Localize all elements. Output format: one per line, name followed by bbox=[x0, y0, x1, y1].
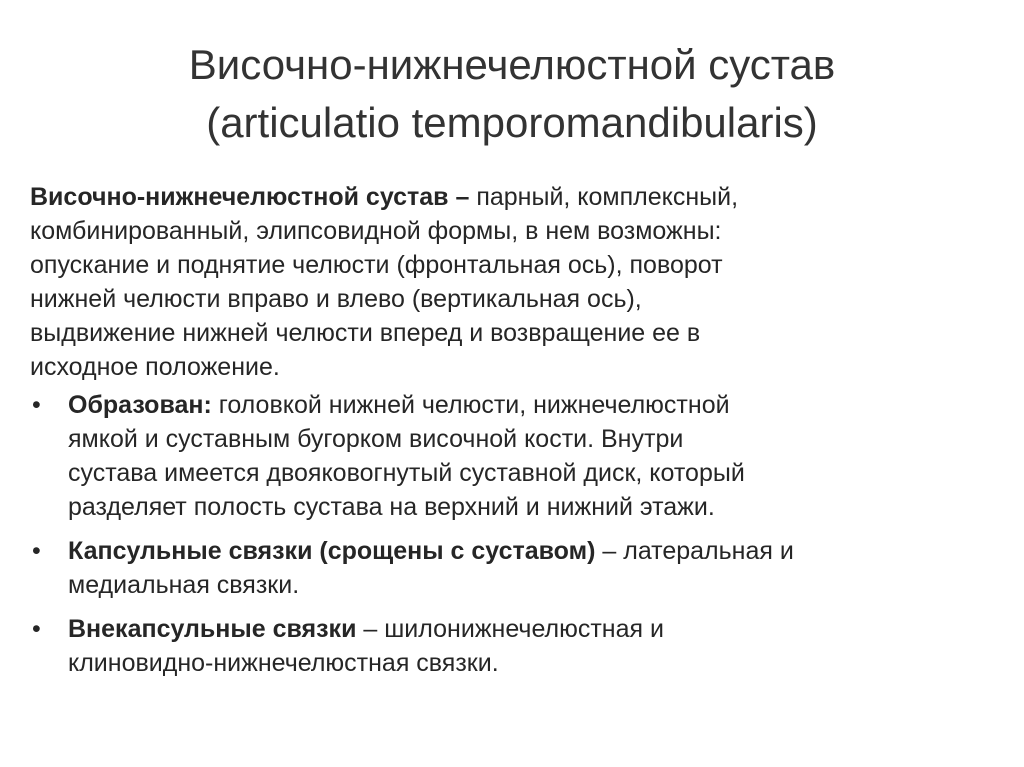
bullet-dot-icon: • bbox=[32, 537, 41, 565]
intro-term: Височно-нижнечелюстной сустав bbox=[30, 183, 449, 211]
bullet-term: Внекапсульные связки bbox=[68, 615, 357, 643]
bullet-item-formed-by bbox=[30, 388, 980, 524]
intro-paragraph bbox=[30, 180, 980, 384]
bullet-item-capsular-ligaments bbox=[30, 534, 980, 602]
intro-line-4: нижней челюсти вправо и влево (вертикальная ось), bbox=[30, 285, 642, 313]
bullet-line-1: – шилонижнечелюстная и bbox=[356, 615, 664, 643]
bullet-term: Капсульные связки (срощены с суставом) bbox=[68, 537, 596, 565]
bullet-line-1: – латеральная и bbox=[595, 537, 794, 565]
bullet-line-2: клиновидно-нижнечелюстная связки. bbox=[68, 649, 499, 677]
bullet-term: Образован: bbox=[68, 391, 212, 419]
title-line-1: Височно-нижнечелюстной сустав bbox=[188, 41, 836, 88]
intro-dash: – bbox=[448, 183, 477, 211]
intro-line-5: выдвижение нижней челюсти вперед и возвращение ее в bbox=[30, 319, 701, 347]
title-line-2: (articulatio temporomandibularis) bbox=[206, 99, 818, 146]
bullet-line-4: разделяет полость сустава на верхний и нижний этажи. bbox=[68, 493, 715, 521]
bullet-item-extracapsular-ligaments bbox=[30, 612, 980, 680]
bullet-line-3: сустава имеется двояковогнутый суставной диск, который bbox=[68, 459, 745, 487]
bullet-dot-icon: • bbox=[32, 615, 41, 643]
bullet-list bbox=[30, 388, 980, 680]
bullet-line-2: ямкой и суставным бугорком височной кости. Внутри bbox=[68, 425, 684, 453]
slide-body bbox=[30, 180, 980, 690]
intro-line-6: исходное положение. bbox=[30, 353, 280, 381]
bullet-line-2: медиальная связки. bbox=[68, 571, 300, 599]
intro-line-3: опускание и поднятие челюсти (фронтальная ось), поворот bbox=[30, 251, 723, 279]
bullet-dot-icon: • bbox=[32, 391, 41, 419]
bullet-line-1: головкой нижней челюсти, нижнечелюстной bbox=[211, 391, 730, 419]
intro-line-2: комбинированный, элипсовидной формы, в нем возможны: bbox=[30, 217, 722, 245]
slide-title bbox=[50, 36, 974, 152]
intro-line-1: парный, комплексный, bbox=[476, 183, 739, 211]
